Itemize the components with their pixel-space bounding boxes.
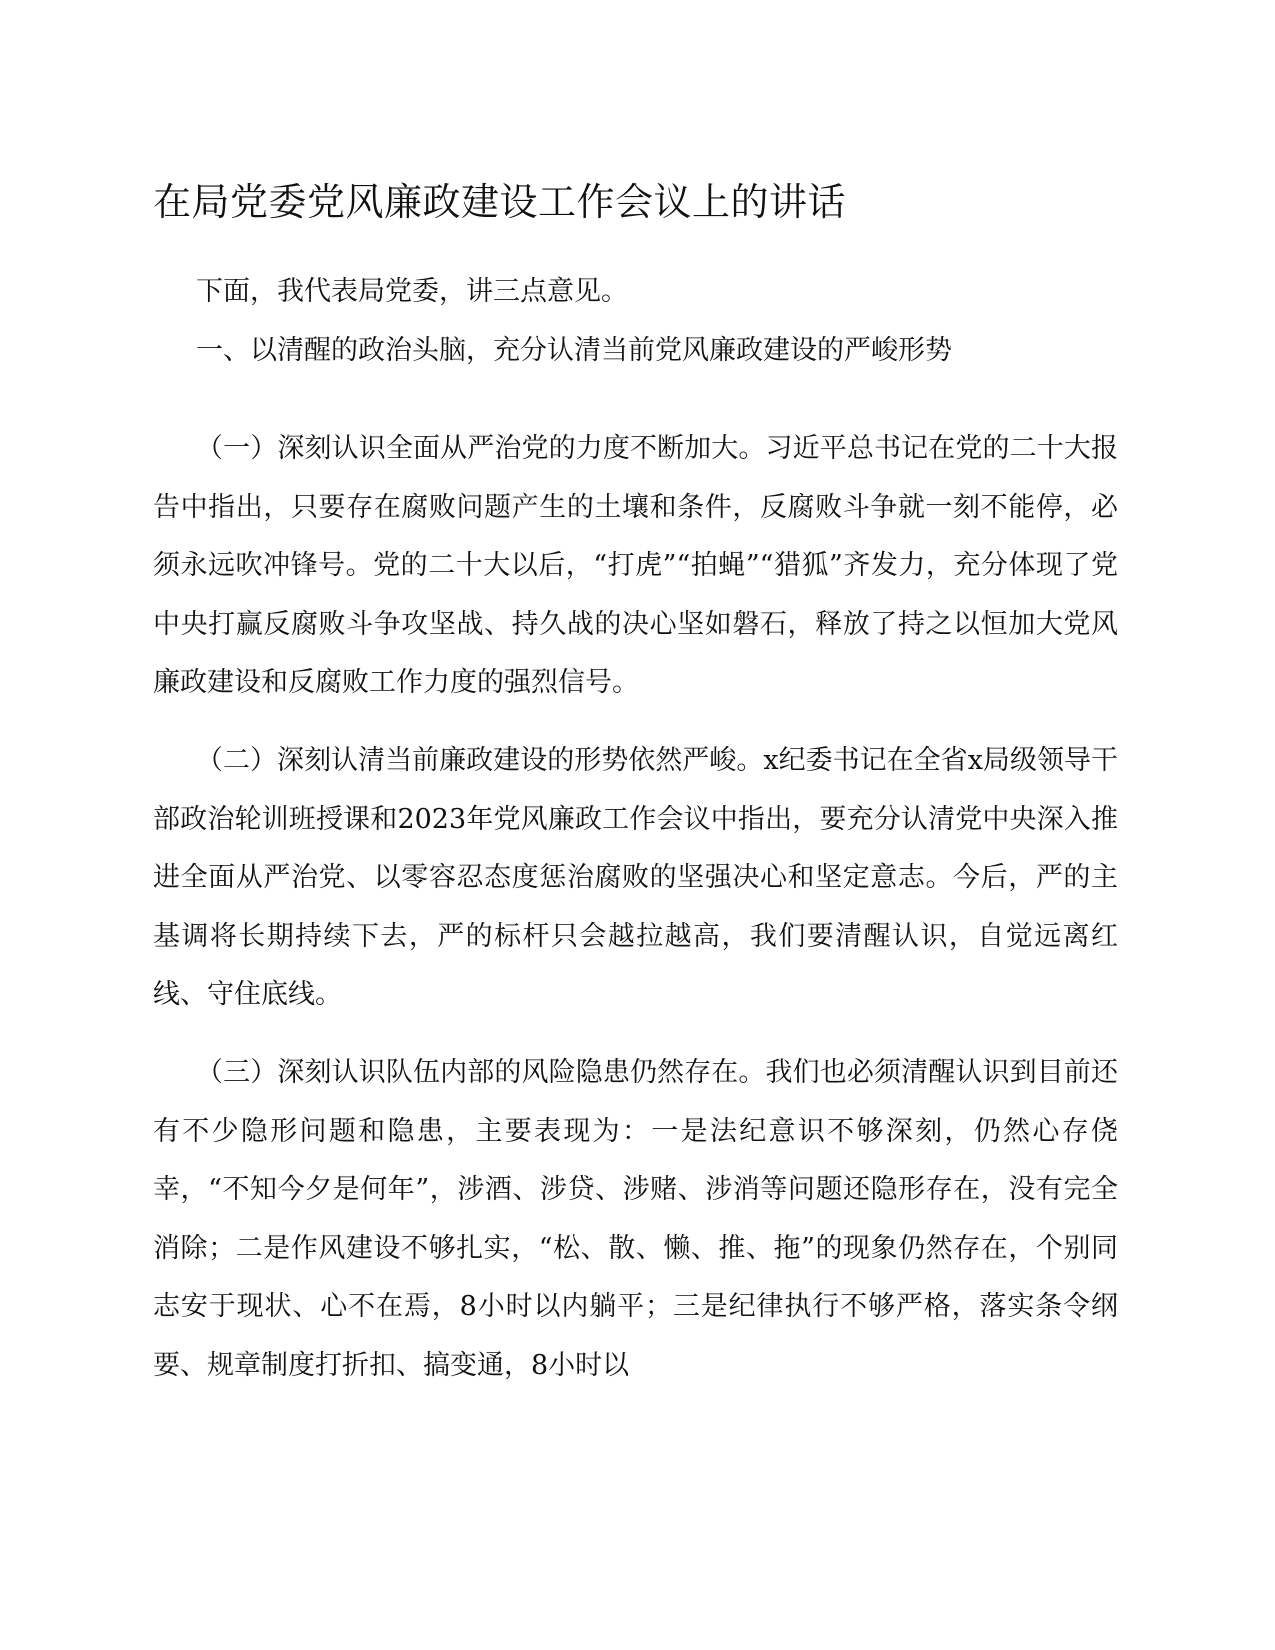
intro-paragraph: 下面，我代表局党委，讲三点意见。 bbox=[196, 276, 628, 307]
body-paragraph-2: （二）深刻认清当前廉政建设的形势依然严峻。x纪委书记在全省x局级领导干部政治轮训班授课和2023年党风廉政工作会议中指出，要充分认清党中央深入推进全面从严治党、以零容忍态度惩治腐败的坚强决心和坚定意志。今后，严的主基调将长期持续下去，严的标杆只会越拉越高，我们要清醒认识，自觉远离红线、守住底线。 bbox=[153, 745, 1118, 1010]
section-heading-1: 一、以清醒的政治头脑，充分认清当前党风廉政建设的严峻形势 bbox=[196, 335, 952, 366]
document-title: 在局党委党风廉政建设工作会议上的讲话 bbox=[153, 180, 847, 224]
body-paragraph-3: （三）深刻认识队伍内部的风险隐患仍然存在。我们也必须清醒认识到目前还有不少隐形问题和隐患，主要表现为：一是法纪意识不够深刻，仍然心存侥幸，“不知今夕是何年”，涉酒、涉贷、涉赌、涉消等问题还隐形存在，没有完全消除；二是作风建设不够扎实，“松、散、懒、推、拖”的现象仍然存在，个别同志安于现状、心不在焉，8小时以内躺平；三是纪律执行不够严格，落实条令纲要、规章制度打折扣、搞变通，8小时以 bbox=[153, 1057, 1118, 1381]
body-paragraph-1: （一）深刻认识全面从严治党的力度不断加大。习近平总书记在党的二十大报告中指出，只要存在腐败问题产生的土壤和条件，反腐败斗争就一刻不能停，必须永远吹冲锋号。党的二十大以后，“打虎”“拍蝇”“猎狐”齐发力，充分体现了党中央打赢反腐败斗争攻坚战、持久战的决心坚如磐石，释放了持之以恒加大党风廉政建设和反腐败工作力度的强烈信号。 bbox=[153, 433, 1118, 698]
